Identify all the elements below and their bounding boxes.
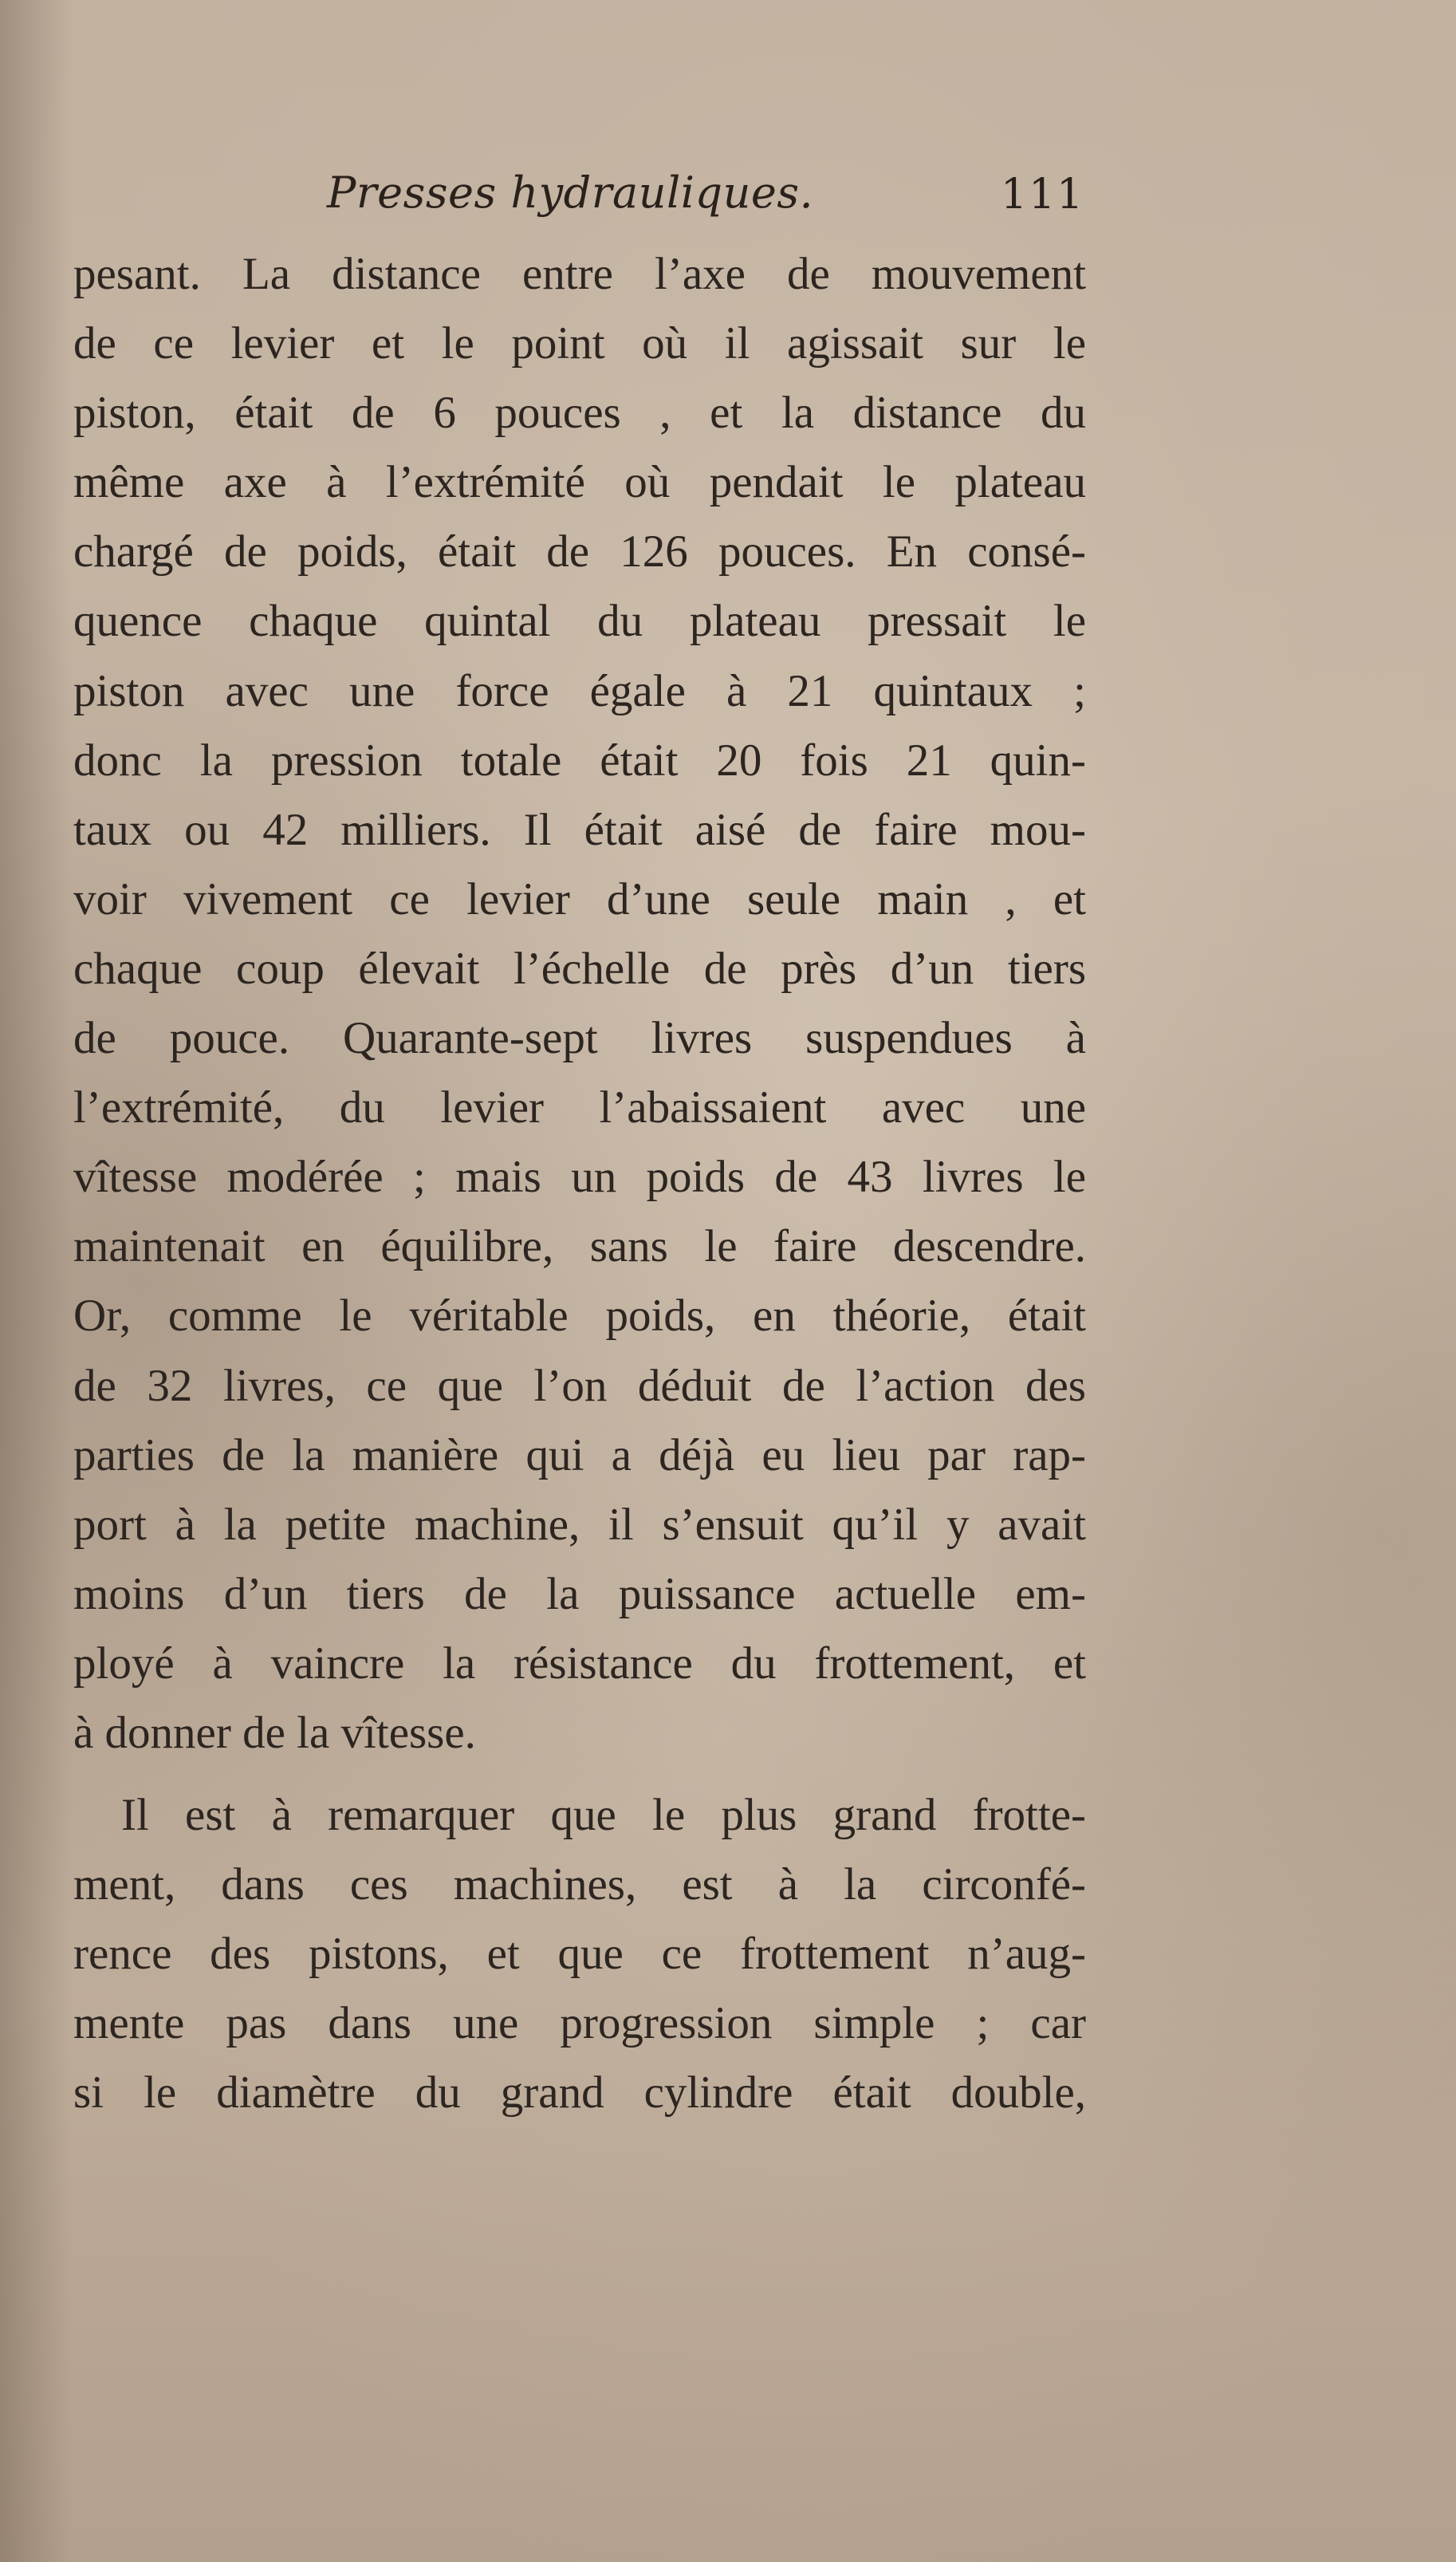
text-line: ment, dans ces machines, est à la circonfé- [73, 1859, 1086, 1910]
page-number: 111 [1001, 171, 1085, 219]
text-line: l’extrémité, du levier l’abaissaient avec une [73, 1082, 1086, 1133]
text-line: maintenait en équilibre, sans le faire descendre. [73, 1221, 1086, 1272]
text-line: pesant. La distance entre l’axe de mouvement [73, 249, 1086, 299]
text-line: parties de la manière qui a déjà eu lieu par rap- [73, 1429, 1086, 1480]
text-line: piston avec une force égale à 21 quintaux ; [73, 665, 1086, 716]
paragraph-2 [73, 1780, 1086, 2127]
text-line: vîtesse modérée ; mais un poids de 43 livres le [73, 1152, 1086, 1203]
paragraph-gap [73, 1768, 1086, 1780]
text-line: piston, était de 6 pouces , et la distance du [73, 388, 1086, 439]
text-line: Or, comme le véritable poids, en théorie, était [73, 1291, 1086, 1342]
page-header [0, 168, 1456, 231]
text-line: de ce levier et le point où il agissait sur le [73, 318, 1086, 369]
running-title: Presses hydrauliques. [327, 168, 814, 218]
body-text [73, 239, 1086, 2128]
spine-shadow [0, 0, 72, 2562]
text-line: de 32 livres, ce que l’on déduit de l’action des [73, 1360, 1086, 1411]
text-line: quence chaque quintal du plateau pressait le [73, 596, 1086, 647]
text-line: Il est à remarquer que le plus grand frotte- [121, 1790, 1086, 1841]
text-line: chargé de poids, était de 126 pouces. En consé- [73, 526, 1086, 577]
text-line: mente pas dans une progression simple ; car [73, 1998, 1086, 2049]
text-line: chaque coup élevait l’échelle de près d’un tiers [73, 943, 1086, 994]
text-line: donc la pression totale était 20 fois 21 quin- [73, 735, 1086, 786]
text-line: taux ou 42 milliers. Il était aisé de faire mou- [73, 804, 1086, 855]
paragraph-1 [73, 239, 1086, 1768]
text-line: voir vivement ce levier d’une seule main , et [73, 873, 1086, 924]
text-line: port à la petite machine, il s’ensuit qu’il y avait [73, 1499, 1086, 1550]
text-line: si le diamètre du grand cylindre était double, [73, 2067, 1086, 2119]
text-line: de pouce. Quarante-sept livres suspendues à [73, 1013, 1086, 1064]
text-line: rence des pistons, et que ce frottement n’aug- [73, 1929, 1086, 1980]
text-line: même axe à l’extrémité où pendait le plateau [73, 457, 1086, 508]
text-line: à donner de la vîtesse. [73, 1707, 476, 1758]
text-line: ployé à vaincre la résistance du frottement, et [73, 1638, 1086, 1689]
text-line: moins d’un tiers de la puissance actuelle em- [73, 1568, 1086, 1619]
